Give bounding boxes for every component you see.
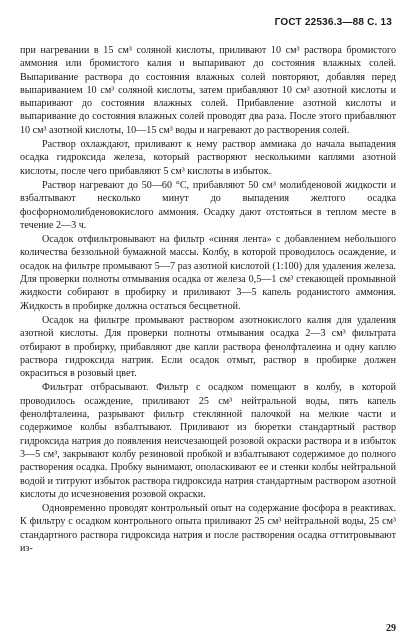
page-number: 29 xyxy=(386,623,396,634)
paragraph: Осадок отфильтровывают на фильтр «синяя лента» с добавлением небольшого количества беззольной бумажной массы. Колбу, в которой проводилось осаждение, и осадок на фильтре промывают 5—7 раз азотной кислотой (1:100) для удаления железа. Для проверки полноты отмывания осадка от железа 0,5—1 см³ стекающей промывной жидкости собирают в пробирку и приливают 3—5 капель роданистого аммония. Жидкость в пробирке должна остаться бесцветной. xyxy=(20,234,396,312)
paragraph: Раствор нагревают до 50—60 °С, прибавляют 50 см³ молибденовой жидкости и взбалтывают несколько минут до выпадения желтого осадка фосфорномолибденовокислого аммония. Осадку дают отстояться в теплом месте в течение 2—3 ч. xyxy=(20,179,396,231)
body-text xyxy=(20,44,396,556)
paragraph: Раствор охлаждают, приливают к нему раствор аммиака до начала выпадения осадка гидроксида железа, который растворяют несколькими каплями азотной кислоты, после чего прибавляют 5 см³ кислоты в избыток. xyxy=(20,139,396,177)
page-header: ГОСТ 22536.3—88 С. 13 xyxy=(274,17,392,28)
paragraph: Фильтрат отбрасывают. Фильтр с осадком помещают в колбу, в которой проводилось осаждение, приливают 25 см³ нейтральной воды, пять капель фенолфталеина, разрывают фильтр стеклянной палочкой на мелкие части и содержимое колбы взбалтывают. Приливают из бюретки стандартный раствор гидроксида натрия до появления неисчезающей розовой окраски раствора и в избыток 3—5 см³, закрывают колбу резиновой пробкой и взбалтывают содержимое до полного растворения осадка. Пробку вынимают, ополаскивают ее и стенки колбы нейтральной водой и титруют избыток раствора гидроксида натрия стандартным раствором азотной кислоты до исчезновения розовой окраски. xyxy=(20,382,396,500)
paragraph: Осадок на фильтре промывают раствором азотнокислого калия для удаления азотной кислоты. Для проверки полноты отмывания осадка 2—3 см³ фильтрата отбирают в пробирку, прибавляют две капли раствора фенолфталеина и одну каплю раствора гидроксида натрия. Если осадок отмыт, раствор в пробирке должен окраситься в розовый цвет. xyxy=(20,314,396,380)
paragraph: Одновременно проводят контрольный опыт на содержание фосфора в реактивах. К фильтру с осадком контрольного опыта приливают 25 см³ нейтральной воды, 25 см³ стандартного раствора гидроксида натрия и после растворения осадка оттитровывают из- xyxy=(20,503,396,554)
paragraph-continuation: при нагревании в 15 см³ соляной кислоты, приливают 10 см³ раствора бромистого аммония или бромистого калия и выпаривают до состояния влажных солей. Выпаривание раствора до состояния влажных солей повторяют, добавляя перед выпариванием 10 см³ соляной кислоты, затем прибавляют 10 см³ азотной кислоты и выпаривают до состояния влажных солей. Прибавление азотной кислоты и выпаривание до состояния влажных солей проводят два раза. После этого прибавляют 10 см³ азотной кислоты, 10—15 см³ воды и нагревают до растворения солей. xyxy=(20,45,396,136)
